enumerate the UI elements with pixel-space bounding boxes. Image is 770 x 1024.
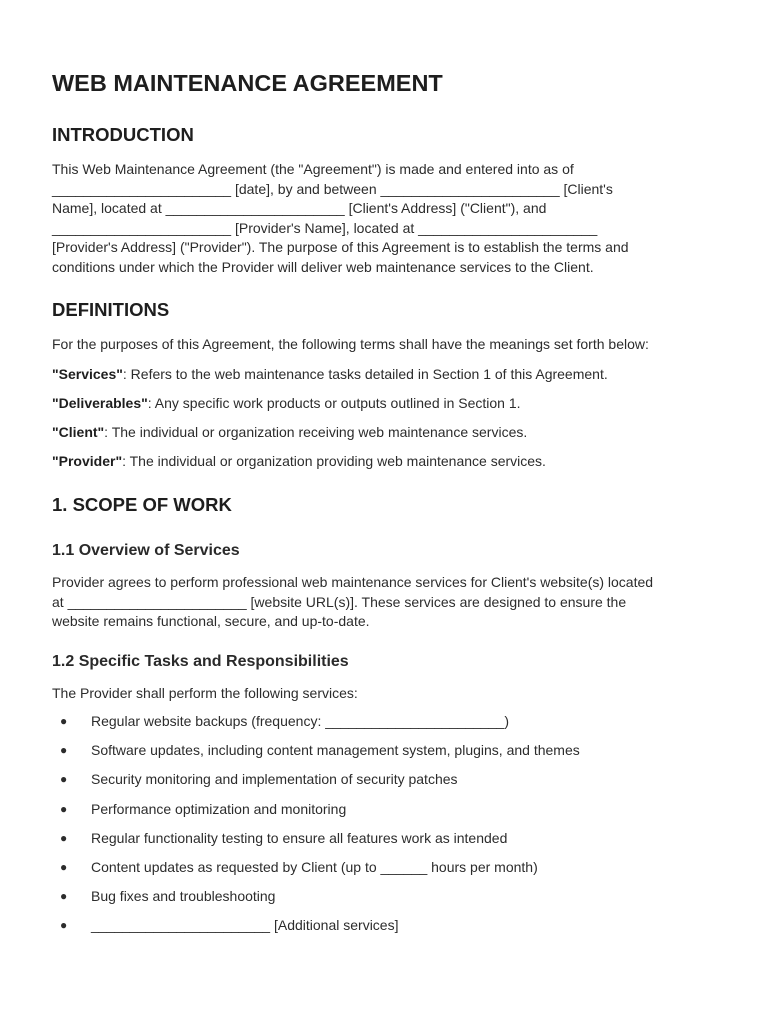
- bullet-icon: ●: [60, 830, 68, 845]
- list-item-text: Regular functionality testing to ensure all features work as intended: [91, 829, 508, 846]
- introduction-line: _______________________ [date], by and between _______________________ [Client's: [52, 180, 613, 197]
- list-item-text: Software updates, including content management system, plugins, and themes: [91, 742, 580, 759]
- definition-term: "Provider": [52, 452, 123, 469]
- definition-term: "Client": [52, 423, 105, 440]
- scope-heading: 1. SCOPE OF WORK: [52, 494, 232, 515]
- overview-line: Provider agrees to perform professional web maintenance services for Client's website(s) located: [52, 574, 654, 590]
- list-item-text: _______________________ [Additional services]: [91, 917, 399, 934]
- introduction-line: conditions under which the Provider will deliver web maintenance services to the Client.: [52, 258, 594, 275]
- list-item: [52, 916, 724, 945]
- tasks-intro: The Provider shall perform the following services:: [52, 685, 358, 701]
- list-item: [52, 858, 724, 887]
- tasks-list: [52, 712, 724, 946]
- list-item-text: Content updates as requested by Client (up to ______ hours per month): [91, 858, 538, 875]
- list-item: [52, 770, 724, 799]
- definition-text: : Any specific work products or outputs outlined in Section 1.: [147, 394, 521, 411]
- list-item: [52, 712, 724, 741]
- list-item: [52, 887, 724, 916]
- bullet-icon: ●: [60, 918, 68, 933]
- definition-item: [52, 365, 608, 385]
- overview-line: at _______________________ [website URL(s)]. These services are designed to ensure the: [52, 593, 627, 610]
- definition-text: : The individual or organization receiving web maintenance services.: [104, 423, 528, 440]
- definitions-heading: DEFINITIONS: [52, 299, 170, 320]
- list-item: [52, 829, 724, 858]
- list-item-text: Regular website backups (frequency: _______________________): [91, 713, 509, 729]
- overview-subheading: 1.1 Overview of Services: [52, 542, 240, 559]
- definition-text: : The individual or organization providing web maintenance services.: [122, 452, 546, 469]
- definition-text: : Refers to the web maintenance tasks detailed in Section 1 of this Agreement.: [122, 365, 608, 382]
- definitions-intro: For the purposes of this Agreement, the following terms shall have the meanings set forth below:: [52, 336, 649, 352]
- introduction-heading: INTRODUCTION: [52, 124, 194, 145]
- list-item-text: Performance optimization and monitoring: [91, 800, 347, 817]
- list-item-text: Security monitoring and implementation of security patches: [91, 771, 458, 788]
- introduction-line: [Provider's Address] ("Provider"). The purpose of this Agreement is to establish the terms and: [52, 239, 629, 255]
- bullet-icon: ●: [60, 801, 68, 816]
- overview-line: website remains functional, secure, and up-to-date.: [52, 613, 370, 629]
- bullet-icon: ●: [60, 743, 68, 758]
- definition-term: "Services": [52, 365, 123, 382]
- list-item: [52, 741, 724, 770]
- introduction-line: Name], located at _______________________ [Client's Address] ("Client"), and: [52, 200, 547, 216]
- definition-item: [52, 394, 521, 414]
- definition-item: [52, 452, 546, 472]
- list-item-text: Bug fixes and troubleshooting: [91, 888, 276, 905]
- bullet-icon: ●: [60, 714, 68, 728]
- bullet-icon: ●: [60, 772, 68, 787]
- introduction-line: This Web Maintenance Agreement (the "Agreement") is made and entered into as of: [52, 161, 574, 177]
- list-item: [52, 800, 724, 829]
- bullet-icon: ●: [60, 889, 68, 904]
- definition-item: [52, 423, 527, 443]
- document-title: WEB MAINTENANCE AGREEMENT: [52, 70, 443, 96]
- introduction-line: _______________________ [Provider's Name], located at _______________________: [52, 219, 598, 236]
- tasks-subheading: 1.2 Specific Tasks and Responsibilities: [52, 653, 349, 670]
- bullet-icon: ●: [60, 859, 68, 874]
- definition-term: "Deliverables": [52, 394, 148, 411]
